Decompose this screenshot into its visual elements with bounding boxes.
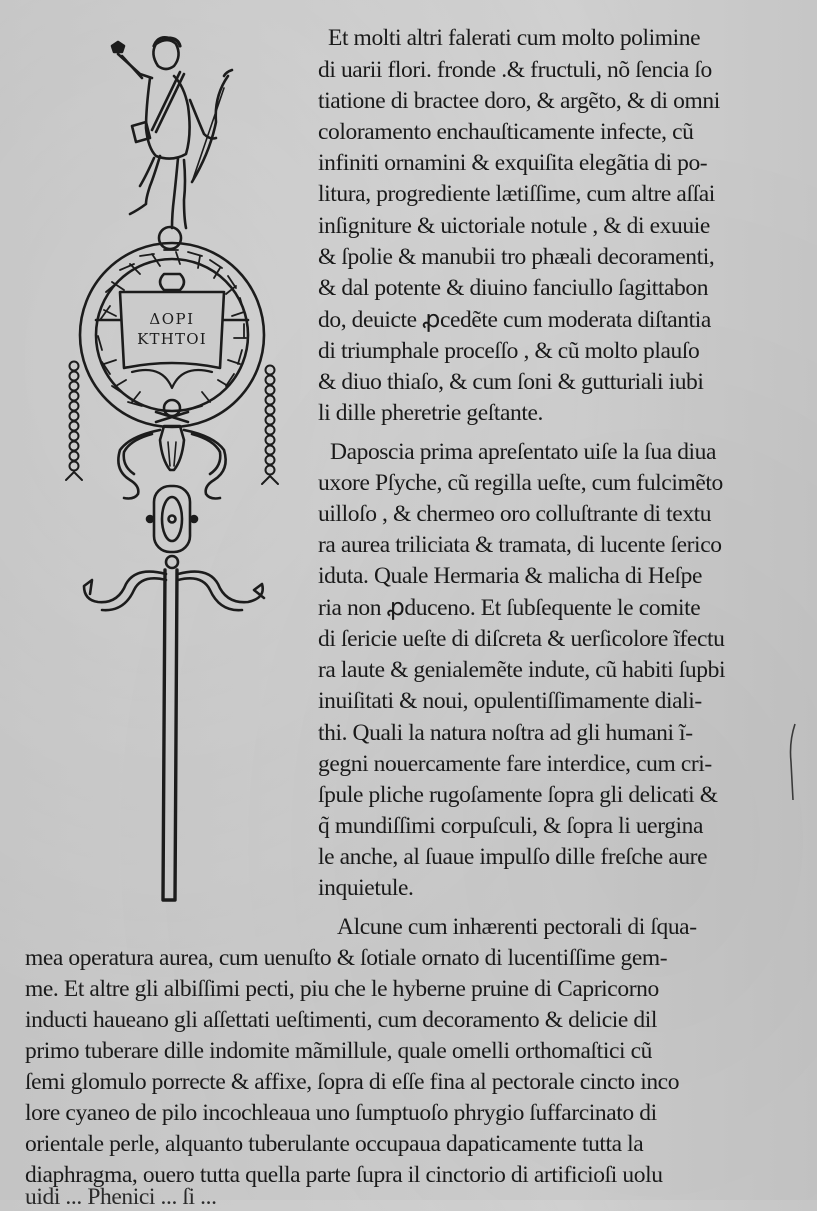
- woodcut-illustration: [60, 30, 290, 910]
- text-line: Et molti altri falerati cum molto polimine: [328, 25, 701, 51]
- text-line: inducti haueano gli aſſettati ueſtimenti, cum decoramento & delicie dil: [25, 1007, 657, 1033]
- text-line: orientale perle, alquanto tuberulante occupaua dapaticamente tutta la: [25, 1131, 644, 1157]
- paragraph-start-line: Alcune cum inhærenti pectorali di ſqua-: [337, 914, 697, 940]
- bead-tassel-right-icon: [262, 366, 278, 485]
- bead-tassel-left-icon: [66, 362, 82, 481]
- text-line: q̃ mundiſſimi corpuſculi, & ſopra li uergina: [318, 813, 704, 839]
- text-line: & diuo thiaſo, & cum ſoni & gutturiali iubi: [318, 369, 704, 395]
- text-line: lore cyaneo de pilo incochleaua uno ſumptuoſo phrygio ſuffarcinato di: [25, 1100, 657, 1126]
- text-line: ra aurea triliciata & tramata, di lucente ſerico: [318, 532, 722, 558]
- text-line: diaphragma, ouero tutta quella parte ſupra il cinctorio di artificioſi uolu: [25, 1162, 663, 1188]
- text-line: & ſpolie & manubii tro phæali decoramenti,: [318, 244, 715, 270]
- standard-pole-icon: [84, 426, 264, 900]
- text-line: me. Et altre gli albiſſimi pecti, piu che le hyberne pruine di Capricorno: [25, 976, 659, 1002]
- laurel-wreath-icon: [80, 243, 264, 427]
- text-line: di triumphale proceſſo , & cũ molto plauſo: [318, 338, 700, 364]
- text-line: thi. Quali la natura noſtra ad gli humani ĩ-: [318, 720, 693, 746]
- text-line: inquietule.: [318, 875, 414, 901]
- margin-bracket-mark-icon: [788, 722, 798, 802]
- text-line: inſigniture & uictoriale notule , & di exuuie: [318, 213, 710, 239]
- text-line: & dal potente & diuino fanciullo ſagittabon: [318, 275, 709, 301]
- text-line: infiniti ornamini & exquiſita elegãtia di po-: [318, 150, 708, 176]
- ribbon-icon: [118, 430, 225, 499]
- text-line: ſpule pliche rugoſamente ſopra gli delicati &: [318, 782, 718, 808]
- text-line: mea operatura aurea, cum uenuſto & ſotiale ornato di lucentiſſime gem-: [25, 945, 668, 971]
- cut-off-text-line: [0, 1184, 817, 1210]
- text-line: ſemi glomulo porrecte & affixe, ſopra di eſſe fina al pectorale cincto inco: [25, 1069, 680, 1095]
- text-line: uxore Pſyche, cũ regilla ueſte, cum fulcimẽto: [318, 470, 723, 496]
- text-line: uilloſo , & chermeo oro colluſtrante di textu: [318, 501, 712, 527]
- text-line: inuiſitati & noui, opulentiſſimamente diali-: [318, 688, 702, 714]
- cut-off-text: uidi ... Phenici ... ſi ...: [25, 1184, 217, 1210]
- text-line: do, deuicte ꝓcedẽte cum moderata diſtantia: [318, 307, 711, 333]
- text-line: gegni nouercamente fare interdice, cum cri-: [318, 751, 712, 777]
- text-line: primo tuberare dille indomite mãmillule, quale omelli orthomaſtici cũ: [25, 1038, 652, 1064]
- text-line: iduta. Quale Hermaria & malicha di Heſpe: [318, 563, 702, 589]
- text-line: di uarii flori. fronde .& fructuli, nõ ſencia ſo: [318, 57, 712, 83]
- text-line: ria non ꝓduceno. Et ſubſequente le comite: [318, 595, 701, 621]
- text-line: di ſericie ueſte di diſcreta & uerſicolore ĩfectu: [318, 626, 725, 652]
- text-line: li dille pheretrie geſtante.: [318, 400, 544, 426]
- inscription-line-2: ΚΤΗΤΟΙ: [137, 330, 207, 348]
- text-line: tiatione di bractee doro, & argẽto, & di omni: [318, 88, 720, 114]
- text-line: ra laute & genialemẽte indute, cũ habiti ſupbi: [318, 657, 726, 683]
- paragraph-start-line: Daposcia prima apreſentato uiſe la ſua diua: [330, 439, 717, 465]
- inscription-line-1: ΔΟΡΙ: [149, 310, 195, 328]
- text-line: coloramento enchauſticamente infecte, cũ: [318, 119, 694, 145]
- text-line: le anche, al ſuaue impulſo dille freſche aure: [318, 844, 708, 870]
- cupid-figure-icon: [112, 38, 232, 249]
- text-line: litura, progrediente lætiſſime, cum altre aſſai: [318, 181, 715, 207]
